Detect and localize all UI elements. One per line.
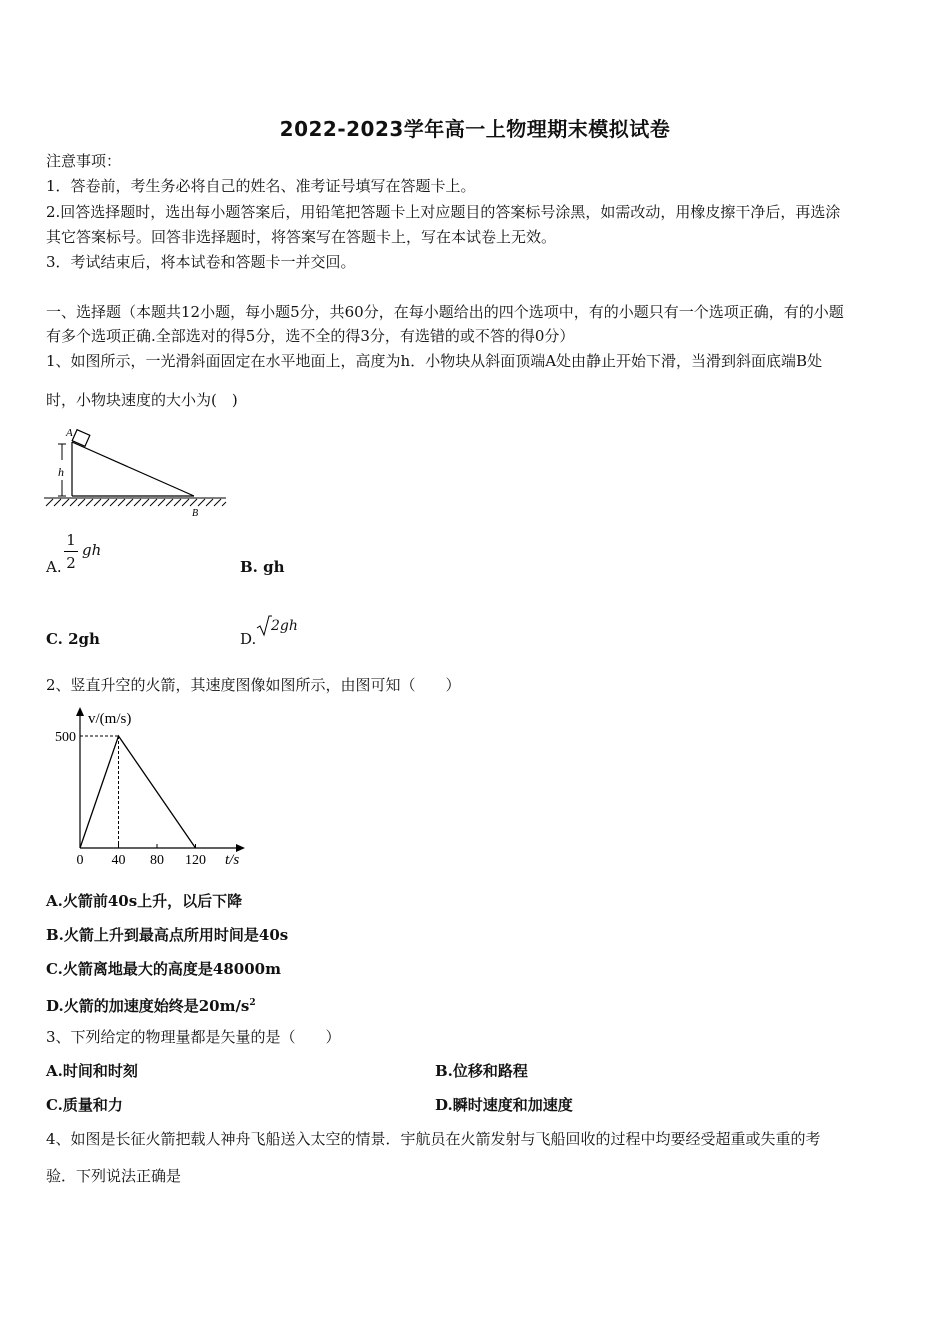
q2-option-d-text: D.火箭的加速度始终是20m/s (46, 997, 250, 1015)
y-axis-arrow (76, 707, 84, 716)
velocity-line (80, 736, 196, 848)
section-instructions: 有多个选项正确.全部选对的得5分，选不全的得3分，有选错的或不答的得0分） (46, 327, 575, 345)
q3-option-a: A.时间和时刻 (46, 1062, 138, 1080)
q2-option-c: C.火箭离地最大的高度是48000m (46, 960, 281, 978)
page-title: 2022-2023学年高一上物理期末模拟试卷 (279, 117, 671, 141)
x-tick-label: 120 (185, 853, 206, 868)
x-tick-label: 40 (111, 853, 126, 868)
question-1-stem: 时，小物块速度的大小为( ) (46, 391, 238, 409)
question-4-stem: 4、如图是长征火箭把载人神舟飞船送入太空的情景．宇航员在火箭发射与飞船回收的过程中均要经受超重或失重的考 (46, 1130, 821, 1148)
velocity-time-chart (44, 704, 254, 874)
q3-option-c: C.质量和力 (46, 1096, 123, 1114)
fraction-denominator: 2 (66, 554, 76, 572)
y-tick-label: 500 (55, 730, 76, 745)
notice-heading: 注意事项： (46, 152, 122, 170)
x-tick-label: 80 (150, 853, 164, 868)
q3-option-d: D.瞬时速度和加速度 (435, 1096, 573, 1114)
notice-item: 1．答卷前，考生务必将自己的姓名、准考证号填写在答题卡上。 (46, 177, 476, 195)
option-b: B. gh (240, 558, 285, 576)
question-2-stem: 2、竖直升空的火箭，其速度图像如图所示，由图可知（ ） (46, 676, 461, 694)
question-3-stem: 3、下列给定的物理量都是矢量的是（ ） (46, 1028, 341, 1046)
q3-option-b: B.位移和路程 (435, 1062, 528, 1080)
notice-item: 3．考试结束后，将本试卷和答题卡一并交回。 (46, 253, 356, 271)
incline-figure (44, 424, 234, 519)
option-c: C. 2gh (46, 630, 100, 648)
notice-item: 2.回答选择题时，选出每小题答案后，用铅笔把答题卡上对应题目的答案标号涂黑，如需改动，用橡皮擦干净后，再选涂 (46, 203, 841, 221)
q2-option-b: B.火箭上升到最高点所用时间是40s (46, 926, 289, 944)
q2-option-a: A.火箭前40s上升，以后下降 (46, 892, 243, 910)
point-b-label: B (192, 508, 199, 519)
option-a-tail: gh (82, 541, 102, 559)
section-instructions: 一、选择题（本题共12小题，每小题5分，共60分，在每小题给出的四个选项中，有的小题只有一个选项正确，有的小题 (46, 303, 844, 321)
x-axis-arrow (236, 844, 245, 852)
x-axis-label: t/s (225, 852, 240, 868)
y-axis-label: v/(m/s) (88, 711, 132, 727)
option-a-label: A. (46, 558, 62, 576)
notice-item: 其它答案标号。回答非选择题时，将答案写在答题卡上，写在本试卷上无效。 (46, 228, 557, 246)
question-4-stem: 验．下列说法正确是 (46, 1167, 182, 1185)
question-1-stem: 1、如图所示，一光滑斜面固定在水平地面上，高度为h．小物块从斜面顶端A处由静止开始下滑，当滑到斜面底端B处 (46, 352, 823, 370)
option-d-label: D. (240, 630, 257, 648)
fraction-bar (64, 551, 78, 552)
q2-option-d (46, 992, 256, 1017)
fraction-numerator: 1 (66, 531, 76, 549)
sqrt-sign (256, 614, 272, 638)
q2-option-d-sup: 2 (249, 998, 256, 1008)
height-label: h (58, 465, 64, 479)
option-d-radicand: 2gh (271, 618, 298, 634)
x-tick-label: 0 (76, 853, 84, 868)
point-a-label: A (66, 427, 73, 439)
